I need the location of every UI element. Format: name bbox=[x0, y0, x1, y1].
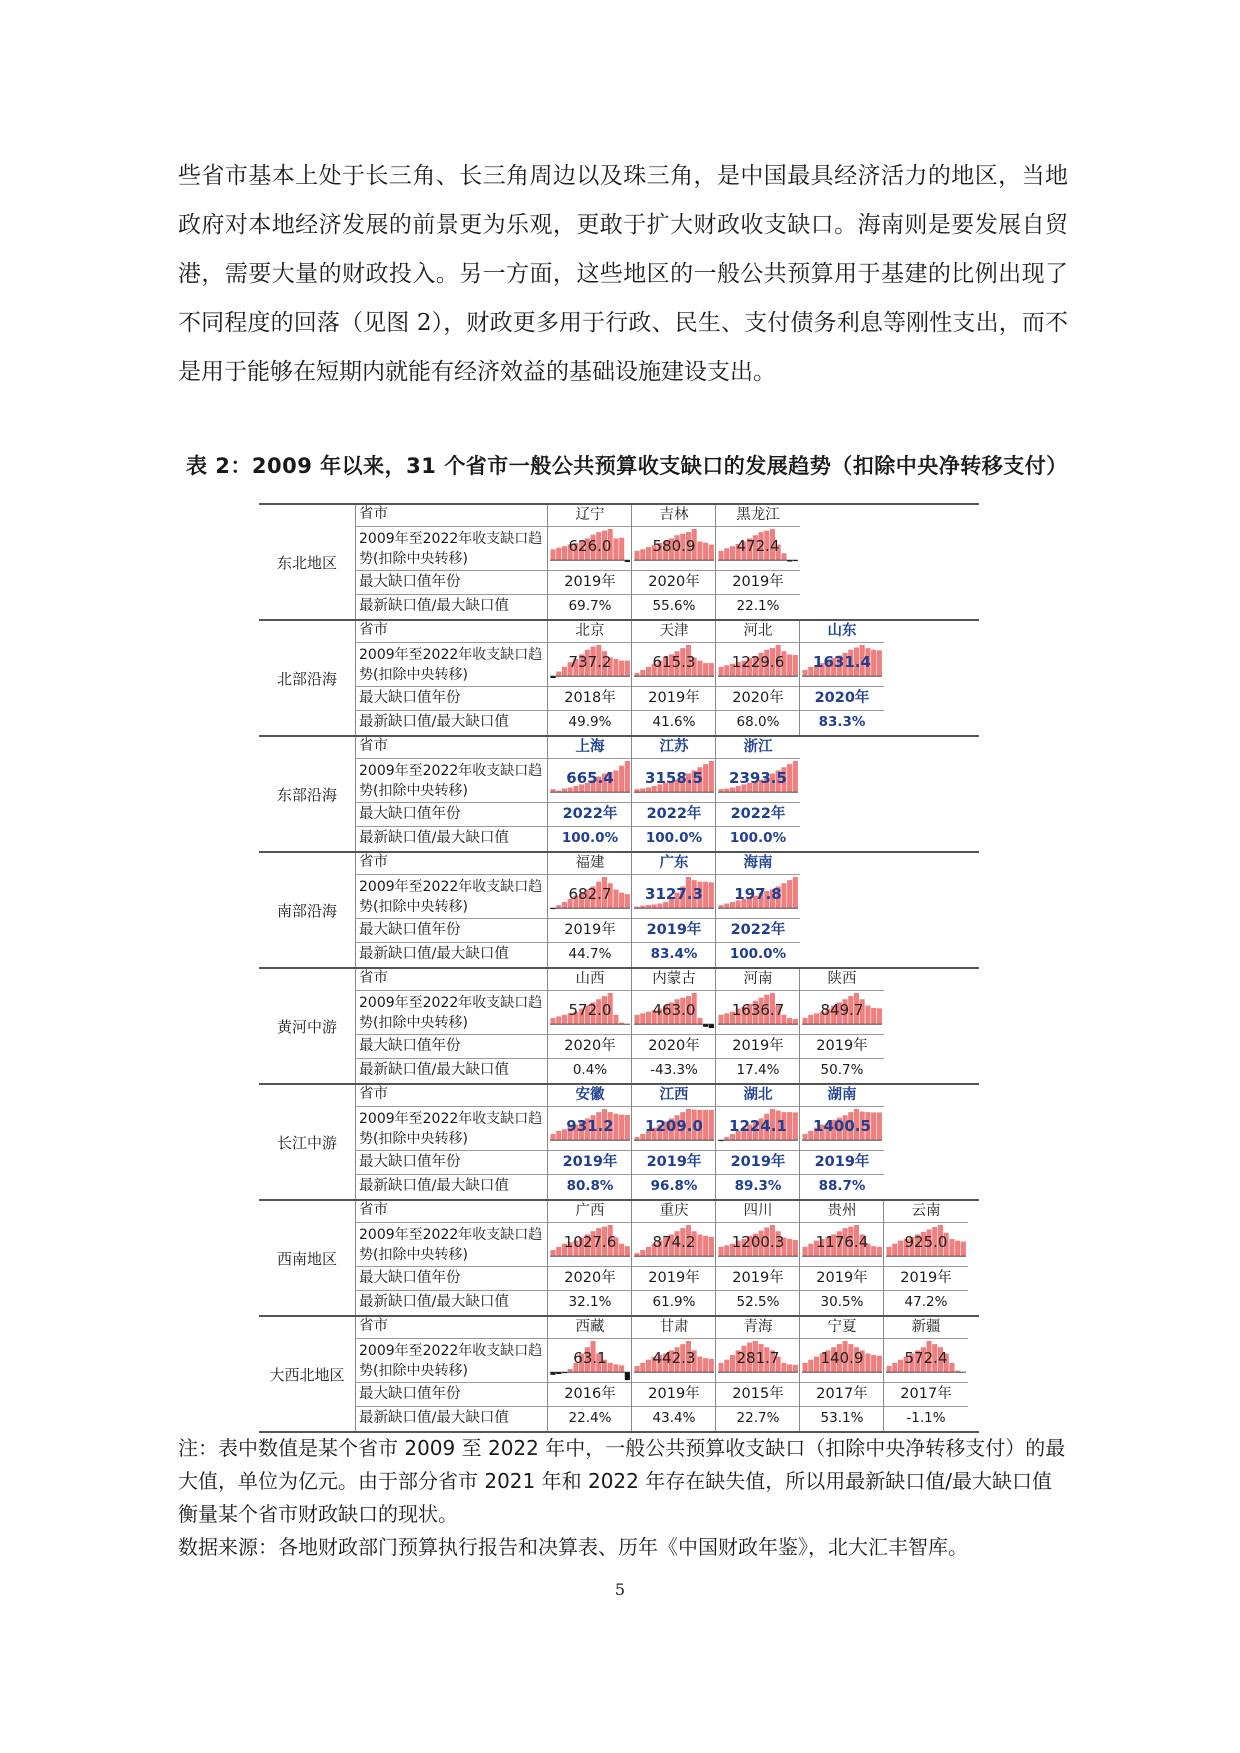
latest-to-max-ratio: 100.0% bbox=[561, 830, 619, 846]
province-column bbox=[715, 1085, 800, 1199]
province-name: 青海 bbox=[716, 1317, 800, 1339]
sparkline-bar bbox=[709, 1024, 714, 1028]
sparkline-bar bbox=[719, 789, 724, 792]
latest-to-max-ratio: 100.0% bbox=[729, 946, 787, 962]
province-column bbox=[547, 853, 632, 967]
province-name: 重庆 bbox=[632, 1201, 716, 1223]
latest-to-max-ratio: 83.3% bbox=[818, 714, 866, 730]
max-gap-value: 1224.1 bbox=[729, 1117, 787, 1135]
max-gap-year: 2020年 bbox=[548, 1035, 632, 1059]
row-label-province: 省市 bbox=[355, 621, 547, 643]
max-gap-value: 682.7 bbox=[568, 885, 612, 903]
row-label-max-year: 最大缺口值年份 bbox=[355, 919, 547, 943]
row-label-province: 省市 bbox=[355, 505, 547, 527]
max-gap-year: 2019年 bbox=[800, 1151, 884, 1175]
row-label-trend: 2009年至2022年收支缺口趋势(扣除中央转移) bbox=[355, 643, 547, 687]
province-sparkline bbox=[548, 1339, 632, 1383]
province-column bbox=[883, 1201, 968, 1315]
province-name: 天津 bbox=[632, 621, 716, 643]
province-name: 江西 bbox=[632, 1085, 716, 1107]
sparkline-bar bbox=[635, 1137, 640, 1140]
max-gap-value: 3127.3 bbox=[645, 885, 703, 903]
table-note: 注：表中数值是某个省市 2009 至 2022 年中，一般公共预算收支缺口（扣除中央净转移支付）的最大值，单位为亿元。由于部分省市 2021 年和 2022 年存在缺失值，所以用最新缺口值/最大缺口值衡量某个省市财政缺口的现状。 bbox=[178, 1436, 1066, 1526]
province-column bbox=[715, 969, 800, 1083]
row-label-ratio: 最新缺口值/最大缺口值 bbox=[359, 598, 509, 614]
sparkline-bar bbox=[646, 788, 651, 793]
region-block bbox=[259, 1083, 979, 1199]
max-gap-value: 580.9 bbox=[652, 537, 696, 555]
max-gap-value: 572.4 bbox=[904, 1349, 948, 1367]
max-gap-year: 2019年 bbox=[716, 1267, 800, 1291]
latest-to-max-ratio: 83.4% bbox=[650, 946, 698, 962]
province-sparkline bbox=[884, 1339, 968, 1383]
province-column bbox=[631, 1317, 716, 1431]
province-column bbox=[799, 1085, 884, 1199]
latest-to-max-ratio: 47.2% bbox=[904, 1294, 948, 1310]
province-name: 安徽 bbox=[548, 1085, 632, 1107]
latest-to-max-ratio: 89.3% bbox=[734, 1178, 782, 1194]
province-name: 湖北 bbox=[716, 1085, 800, 1107]
province-column bbox=[715, 621, 800, 735]
province-name: 江苏 bbox=[632, 737, 716, 759]
max-gap-year: 2019年 bbox=[716, 1151, 800, 1175]
max-gap-value: 925.0 bbox=[904, 1233, 948, 1251]
row-label-trend: 2009年至2022年收支缺口趋势(扣除中央转移) bbox=[355, 1223, 547, 1267]
max-gap-year: 2019年 bbox=[548, 1151, 632, 1175]
province-column bbox=[631, 621, 716, 735]
latest-to-max-ratio: 30.5% bbox=[820, 1294, 864, 1310]
max-gap-year: 2017年 bbox=[884, 1383, 968, 1407]
table-caption: 表 2：2009 年以来，31 个省市一般公共预算收支缺口的发展趋势（扣除中央净转移支付） bbox=[186, 454, 1068, 478]
province-sparkline bbox=[716, 643, 800, 687]
province-name: 西藏 bbox=[548, 1317, 632, 1339]
max-gap-value: 1209.0 bbox=[645, 1117, 703, 1135]
province-name: 贵州 bbox=[800, 1201, 884, 1223]
max-gap-year: 2022年 bbox=[716, 919, 800, 943]
sparkline-bar bbox=[724, 789, 729, 793]
province-name: 山东 bbox=[800, 621, 884, 643]
region-block bbox=[259, 1315, 979, 1433]
province-name: 北京 bbox=[548, 621, 632, 643]
latest-to-max-ratio: -1.1% bbox=[906, 1410, 946, 1426]
latest-to-max-ratio: 0.4% bbox=[572, 1062, 608, 1078]
latest-to-max-ratio: 32.1% bbox=[568, 1294, 612, 1310]
row-label-trend: 2009年至2022年收支缺口趋势(扣除中央转移) bbox=[355, 1107, 547, 1151]
latest-to-max-ratio: 41.6% bbox=[652, 714, 696, 730]
province-column bbox=[631, 737, 716, 851]
region-block bbox=[259, 503, 979, 619]
row-label-province: 省市 bbox=[355, 1317, 547, 1339]
row-label-ratio: 最新缺口值/最大缺口值 bbox=[359, 1062, 509, 1078]
province-sparkline bbox=[716, 991, 800, 1035]
region-block bbox=[259, 1199, 979, 1315]
latest-to-max-ratio: 22.7% bbox=[736, 1410, 780, 1426]
province-sparkline bbox=[548, 1107, 632, 1151]
province-column bbox=[715, 505, 800, 619]
latest-to-max-ratio: 52.5% bbox=[736, 1294, 780, 1310]
latest-to-max-ratio: 43.4% bbox=[652, 1410, 696, 1426]
max-gap-value: 1200.3 bbox=[731, 1233, 785, 1251]
province-name: 四川 bbox=[716, 1201, 800, 1223]
row-label-column bbox=[355, 1201, 547, 1315]
sparkline-bar bbox=[635, 673, 640, 676]
row-label-max-year: 最大缺口值年份 bbox=[355, 1383, 547, 1407]
max-gap-value: 463.0 bbox=[652, 1001, 696, 1019]
max-gap-value: 737.2 bbox=[568, 653, 612, 671]
province-name: 福建 bbox=[548, 853, 632, 875]
province-column bbox=[715, 1317, 800, 1431]
province-sparkline bbox=[716, 1339, 800, 1383]
row-label-trend: 2009年至2022年收支缺口趋势(扣除中央转移) bbox=[355, 527, 547, 571]
sparkline-bar bbox=[551, 789, 556, 792]
province-sparkline bbox=[632, 1339, 716, 1383]
province-sparkline bbox=[632, 875, 716, 919]
row-label-province: 省市 bbox=[355, 969, 547, 991]
region-block bbox=[259, 967, 979, 1083]
row-label-province: 省市 bbox=[355, 853, 547, 875]
region-name: 东部沿海 bbox=[259, 737, 356, 851]
region-name: 东北地区 bbox=[259, 505, 356, 619]
max-gap-value: 626.0 bbox=[568, 537, 612, 555]
page-number: 5 bbox=[614, 1580, 626, 1599]
province-name: 广东 bbox=[632, 853, 716, 875]
max-gap-year: 2019年 bbox=[884, 1267, 968, 1291]
max-gap-year: 2017年 bbox=[800, 1383, 884, 1407]
max-gap-value: 281.7 bbox=[736, 1349, 780, 1367]
province-column bbox=[547, 1201, 632, 1315]
max-gap-year: 2022年 bbox=[716, 803, 800, 827]
province-column bbox=[631, 505, 716, 619]
max-gap-value: 3158.5 bbox=[645, 769, 703, 787]
province-name: 上海 bbox=[548, 737, 632, 759]
row-label-ratio: 最新缺口值/最大缺口值 bbox=[359, 1178, 509, 1194]
province-sparkline bbox=[716, 527, 800, 571]
data-source: 数据来源：各地财政部门预算执行报告和决算表、历年《中国财政年鉴》，北大汇丰智库。 bbox=[178, 1535, 968, 1559]
max-gap-year: 2019年 bbox=[632, 1267, 716, 1291]
province-sparkline bbox=[632, 991, 716, 1035]
max-gap-year: 2019年 bbox=[632, 919, 716, 943]
region-name: 黄河中游 bbox=[259, 969, 356, 1083]
region-name: 长江中游 bbox=[259, 1085, 356, 1199]
region-block bbox=[259, 735, 979, 851]
province-name: 内蒙古 bbox=[632, 969, 716, 991]
max-gap-year: 2015年 bbox=[716, 1383, 800, 1407]
max-gap-value: 1229.6 bbox=[731, 653, 785, 671]
region-name: 北部沿海 bbox=[259, 621, 356, 735]
max-gap-year: 2016年 bbox=[548, 1383, 632, 1407]
row-label-column bbox=[355, 505, 547, 619]
gap-trend-table bbox=[259, 503, 979, 1433]
row-label-column bbox=[355, 737, 547, 851]
max-gap-value: 63.1 bbox=[573, 1349, 607, 1367]
latest-to-max-ratio: 49.9% bbox=[568, 714, 612, 730]
max-gap-value: 874.2 bbox=[652, 1233, 696, 1251]
max-gap-year: 2019年 bbox=[800, 1267, 884, 1291]
max-gap-year: 2019年 bbox=[632, 1151, 716, 1175]
latest-to-max-ratio: 17.4% bbox=[736, 1062, 780, 1078]
max-gap-value: 572.0 bbox=[568, 1001, 612, 1019]
row-label-ratio: 最新缺口值/最大缺口值 bbox=[359, 946, 509, 962]
row-label-trend: 2009年至2022年收支缺口趋势(扣除中央转移) bbox=[355, 759, 547, 803]
province-sparkline bbox=[548, 1223, 632, 1267]
province-column bbox=[631, 969, 716, 1083]
max-gap-year: 2020年 bbox=[548, 1267, 632, 1291]
region-block bbox=[259, 851, 979, 967]
province-sparkline bbox=[716, 759, 800, 803]
sparkline-bar bbox=[730, 788, 735, 793]
province-column bbox=[799, 1201, 884, 1315]
province-name: 黑龙江 bbox=[716, 505, 800, 527]
max-gap-year: 2020年 bbox=[716, 687, 800, 711]
latest-to-max-ratio: 22.1% bbox=[736, 598, 780, 614]
row-label-column bbox=[355, 969, 547, 1083]
max-gap-value: 931.2 bbox=[566, 1117, 614, 1135]
province-name: 甘肃 bbox=[632, 1317, 716, 1339]
latest-to-max-ratio: -43.3% bbox=[650, 1062, 698, 1078]
body-paragraph: 些省市基本上处于长三角、长三角周边以及珠三角，是中国最具经济活力的地区，当地政府对本地经济发展的前景更为乐观，更敢于扩大财政收支缺口。海南则是要发展自贸港，需要大量的财政投入。另一方面，这些地区的一般公共预算用于基建的比例出现了不同程度的回落（见图 2），财政更多用于行政、民生、支付债务利息等刚性支出，而不是用于能够在短期内就能有经济效益的基础设施建设支出。 bbox=[178, 163, 1068, 385]
max-gap-value: 1176.4 bbox=[815, 1233, 869, 1251]
row-label-ratio: 最新缺口值/最大缺口值 bbox=[359, 1410, 509, 1426]
row-label-trend: 2009年至2022年收支缺口趋势(扣除中央转移) bbox=[355, 1339, 547, 1383]
latest-to-max-ratio: 88.7% bbox=[818, 1178, 866, 1194]
max-gap-year: 2020年 bbox=[632, 1035, 716, 1059]
province-name: 河南 bbox=[716, 969, 800, 991]
latest-to-max-ratio: 80.8% bbox=[566, 1178, 614, 1194]
province-sparkline bbox=[632, 759, 716, 803]
row-label-province: 省市 bbox=[355, 1201, 547, 1223]
province-sparkline bbox=[632, 527, 716, 571]
province-column bbox=[631, 1085, 716, 1199]
row-label-ratio: 最新缺口值/最大缺口值 bbox=[359, 714, 509, 730]
province-column bbox=[799, 969, 884, 1083]
province-column bbox=[547, 1317, 632, 1431]
latest-to-max-ratio: 44.7% bbox=[568, 946, 612, 962]
province-sparkline bbox=[716, 1223, 800, 1267]
latest-to-max-ratio: 100.0% bbox=[645, 830, 703, 846]
province-name: 吉林 bbox=[632, 505, 716, 527]
max-gap-year: 2019年 bbox=[632, 687, 716, 711]
latest-to-max-ratio: 100.0% bbox=[729, 830, 787, 846]
row-label-column bbox=[355, 1085, 547, 1199]
region-name: 大西北地区 bbox=[259, 1317, 356, 1431]
row-label-column bbox=[355, 621, 547, 735]
province-sparkline bbox=[548, 991, 632, 1035]
latest-to-max-ratio: 53.1% bbox=[820, 1410, 864, 1426]
sparkline-bar bbox=[652, 905, 657, 909]
province-sparkline bbox=[884, 1223, 968, 1267]
max-gap-year: 2019年 bbox=[548, 919, 632, 943]
province-column bbox=[715, 1201, 800, 1315]
province-sparkline bbox=[800, 1223, 884, 1267]
max-gap-value: 1400.5 bbox=[813, 1117, 871, 1135]
sparkline-bar bbox=[556, 672, 561, 677]
row-label-max-year: 最大缺口值年份 bbox=[355, 1035, 547, 1059]
province-name: 浙江 bbox=[716, 737, 800, 759]
province-sparkline bbox=[632, 1223, 716, 1267]
region-block bbox=[259, 619, 979, 735]
sparkline-bar bbox=[556, 905, 561, 908]
province-sparkline bbox=[548, 759, 632, 803]
province-name: 辽宁 bbox=[548, 505, 632, 527]
sparkline-bar bbox=[635, 789, 640, 792]
province-name: 云南 bbox=[884, 1201, 968, 1223]
max-gap-year: 2019年 bbox=[716, 1035, 800, 1059]
sparkline-bar bbox=[724, 904, 729, 909]
sparkline-bar bbox=[657, 904, 662, 909]
province-column bbox=[547, 505, 632, 619]
province-name: 山西 bbox=[548, 969, 632, 991]
row-label-max-year: 最大缺口值年份 bbox=[355, 687, 547, 711]
province-sparkline bbox=[632, 643, 716, 687]
sparkline-bar bbox=[640, 789, 645, 793]
province-name: 广西 bbox=[548, 1201, 632, 1223]
max-gap-value: 2393.5 bbox=[729, 769, 787, 787]
max-gap-year: 2019年 bbox=[800, 1035, 884, 1059]
max-gap-value: 1027.6 bbox=[563, 1233, 617, 1251]
latest-to-max-ratio: 55.6% bbox=[652, 598, 696, 614]
max-gap-year: 2022年 bbox=[548, 803, 632, 827]
latest-to-max-ratio: 61.9% bbox=[652, 1294, 696, 1310]
province-name: 宁夏 bbox=[800, 1317, 884, 1339]
max-gap-value: 442.3 bbox=[652, 1349, 696, 1367]
sparkline-bar bbox=[568, 788, 573, 793]
province-sparkline bbox=[632, 1107, 716, 1151]
max-gap-year: 2019年 bbox=[716, 571, 800, 595]
max-gap-year: 2018年 bbox=[548, 687, 632, 711]
latest-to-max-ratio: 68.0% bbox=[736, 714, 780, 730]
row-label-max-year: 最大缺口值年份 bbox=[355, 1151, 547, 1175]
max-gap-value: 140.9 bbox=[820, 1349, 864, 1367]
province-name: 新疆 bbox=[884, 1317, 968, 1339]
province-name: 陕西 bbox=[800, 969, 884, 991]
row-label-trend: 2009年至2022年收支缺口趋势(扣除中央转移) bbox=[355, 991, 547, 1035]
max-gap-value: 197.8 bbox=[734, 885, 782, 903]
province-column bbox=[799, 621, 884, 735]
row-label-column bbox=[355, 1317, 547, 1431]
province-column bbox=[547, 969, 632, 1083]
row-label-ratio: 最新缺口值/最大缺口值 bbox=[359, 1294, 509, 1310]
sparkline-bar bbox=[646, 905, 651, 908]
province-column bbox=[799, 1317, 884, 1431]
latest-to-max-ratio: 50.7% bbox=[820, 1062, 864, 1078]
row-label-trend: 2009年至2022年收支缺口趋势(扣除中央转移) bbox=[355, 875, 547, 919]
sparkline-bar bbox=[719, 905, 724, 908]
max-gap-value: 665.4 bbox=[566, 769, 614, 787]
max-gap-year: 2022年 bbox=[632, 803, 716, 827]
row-label-column bbox=[355, 853, 547, 967]
province-sparkline bbox=[716, 1107, 800, 1151]
sparkline-bar bbox=[793, 1019, 798, 1024]
province-sparkline bbox=[800, 991, 884, 1035]
sparkline-bar bbox=[562, 789, 567, 793]
row-label-province: 省市 bbox=[355, 737, 547, 759]
max-gap-year: 2019年 bbox=[548, 571, 632, 595]
max-gap-year: 2019年 bbox=[632, 1383, 716, 1407]
max-gap-year: 2020年 bbox=[632, 571, 716, 595]
max-gap-value: 472.4 bbox=[736, 537, 780, 555]
row-label-max-year: 最大缺口值年份 bbox=[355, 1267, 547, 1291]
province-column bbox=[715, 737, 800, 851]
province-column bbox=[631, 853, 716, 967]
province-sparkline bbox=[800, 643, 884, 687]
latest-to-max-ratio: 96.8% bbox=[650, 1178, 698, 1194]
province-name: 河北 bbox=[716, 621, 800, 643]
sparkline-bar bbox=[568, 1369, 573, 1372]
province-column bbox=[631, 1201, 716, 1315]
sparkline-bar bbox=[635, 1253, 640, 1256]
max-gap-value: 1631.4 bbox=[813, 653, 871, 671]
province-column bbox=[883, 1317, 968, 1431]
province-column bbox=[547, 621, 632, 735]
province-sparkline bbox=[716, 875, 800, 919]
province-column bbox=[547, 737, 632, 851]
max-gap-year: 2020年 bbox=[800, 687, 884, 711]
province-name: 海南 bbox=[716, 853, 800, 875]
province-sparkline bbox=[548, 527, 632, 571]
row-label-ratio: 最新缺口值/最大缺口值 bbox=[359, 830, 509, 846]
region-name: 南部沿海 bbox=[259, 853, 356, 967]
region-name: 西南地区 bbox=[259, 1201, 356, 1315]
latest-to-max-ratio: 69.7% bbox=[568, 598, 612, 614]
province-sparkline bbox=[548, 875, 632, 919]
max-gap-value: 1636.7 bbox=[731, 1001, 785, 1019]
row-label-province: 省市 bbox=[355, 1085, 547, 1107]
sparkline-bar bbox=[724, 1137, 729, 1140]
sparkline-bar bbox=[625, 1372, 630, 1380]
max-gap-value: 849.7 bbox=[820, 1001, 864, 1019]
province-name: 湖南 bbox=[800, 1085, 884, 1107]
province-sparkline bbox=[800, 1339, 884, 1383]
notes-block bbox=[178, 1432, 1068, 1564]
max-gap-value: 615.3 bbox=[652, 653, 696, 671]
province-sparkline bbox=[548, 643, 632, 687]
row-label-max-year: 最大缺口值年份 bbox=[355, 571, 547, 595]
latest-to-max-ratio: 22.4% bbox=[568, 1410, 612, 1426]
row-label-max-year: 最大缺口值年份 bbox=[355, 803, 547, 827]
province-sparkline bbox=[800, 1107, 884, 1151]
province-column bbox=[715, 853, 800, 967]
province-column bbox=[547, 1085, 632, 1199]
